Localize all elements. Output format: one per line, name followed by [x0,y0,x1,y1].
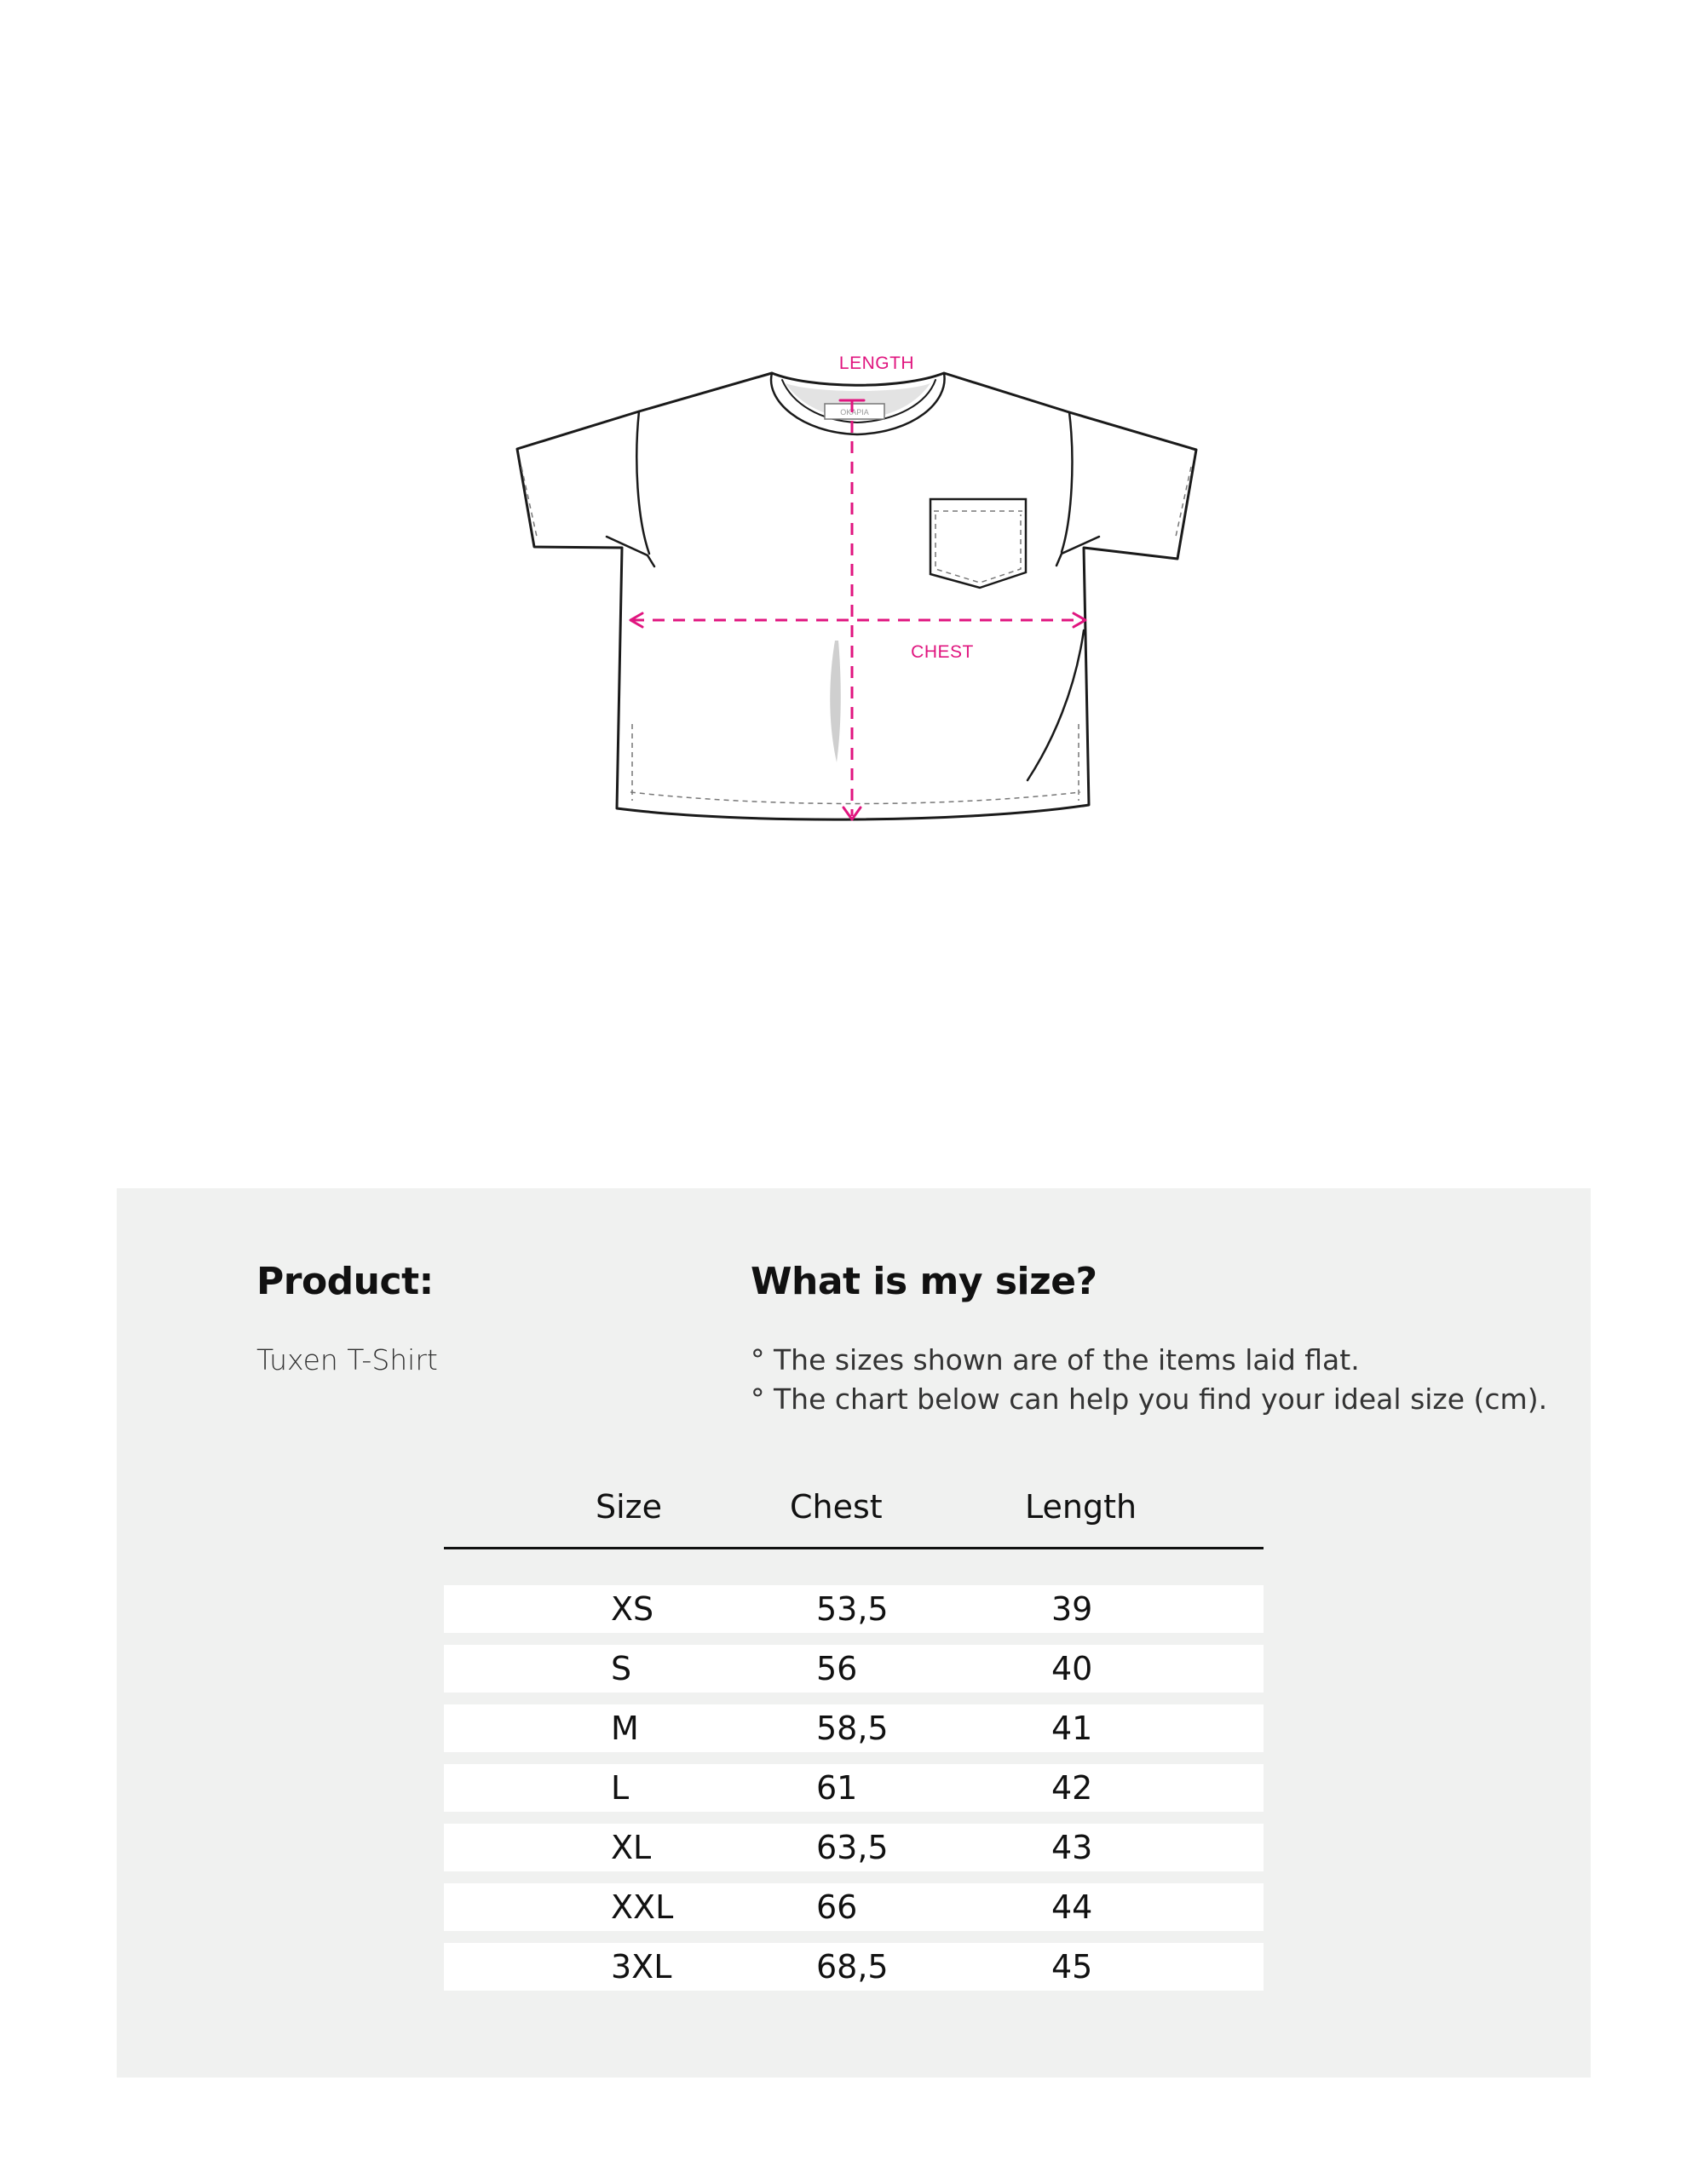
length-cell: 42 [1051,1769,1093,1807]
size-cell: L [611,1769,630,1807]
length-cell: 45 [1051,1948,1093,1986]
length-cell: 44 [1051,1888,1093,1926]
size-question-heading: What is my size? [751,1260,1097,1303]
tshirt-measurement-diagram [0,0,1704,937]
tshirt-outline [517,373,1196,819]
table-row [444,1883,1264,1931]
chest-label: CHEST [911,642,974,662]
table-row [444,1824,1264,1871]
chest-cell: 63,5 [816,1829,889,1866]
chest-cell: 68,5 [816,1948,889,1986]
chest-pocket [930,499,1026,588]
length-cell: 39 [1051,1590,1093,1628]
table-row [444,1585,1264,1633]
table-row [444,1943,1264,1991]
product-name: Tuxen T-Shirt [256,1343,438,1376]
length-cell: 41 [1051,1710,1093,1747]
chest-cell: 66 [816,1888,858,1926]
size-info-panel [117,1188,1591,2078]
size-cell: 3XL [611,1948,672,1986]
chest-cell: 61 [816,1769,858,1807]
header-divider [444,1547,1264,1549]
size-cell: M [611,1710,639,1747]
size-cell: XL [611,1829,652,1866]
size-cell: S [611,1650,632,1687]
column-header-length: Length [1025,1488,1137,1526]
table-row [444,1764,1264,1812]
chest-cell: 58,5 [816,1710,889,1747]
size-note: ° The sizes shown are of the items laid flat. [751,1343,1360,1376]
length-cell: 43 [1051,1829,1093,1866]
size-cell: XXL [611,1888,674,1926]
table-row [444,1704,1264,1752]
neck-label-text: OKAPIA [840,408,869,417]
product-heading: Product: [256,1260,434,1303]
size-note: ° The chart below can help you find your ideal size (cm). [751,1382,1548,1416]
length-label: LENGTH [838,353,915,373]
column-header-size: Size [596,1488,663,1526]
size-cell: XS [611,1590,654,1628]
chest-cell: 56 [816,1650,858,1687]
length-cell: 40 [1051,1650,1093,1687]
table-row [444,1645,1264,1693]
chest-cell: 53,5 [816,1590,889,1628]
column-header-chest: Chest [790,1488,883,1526]
